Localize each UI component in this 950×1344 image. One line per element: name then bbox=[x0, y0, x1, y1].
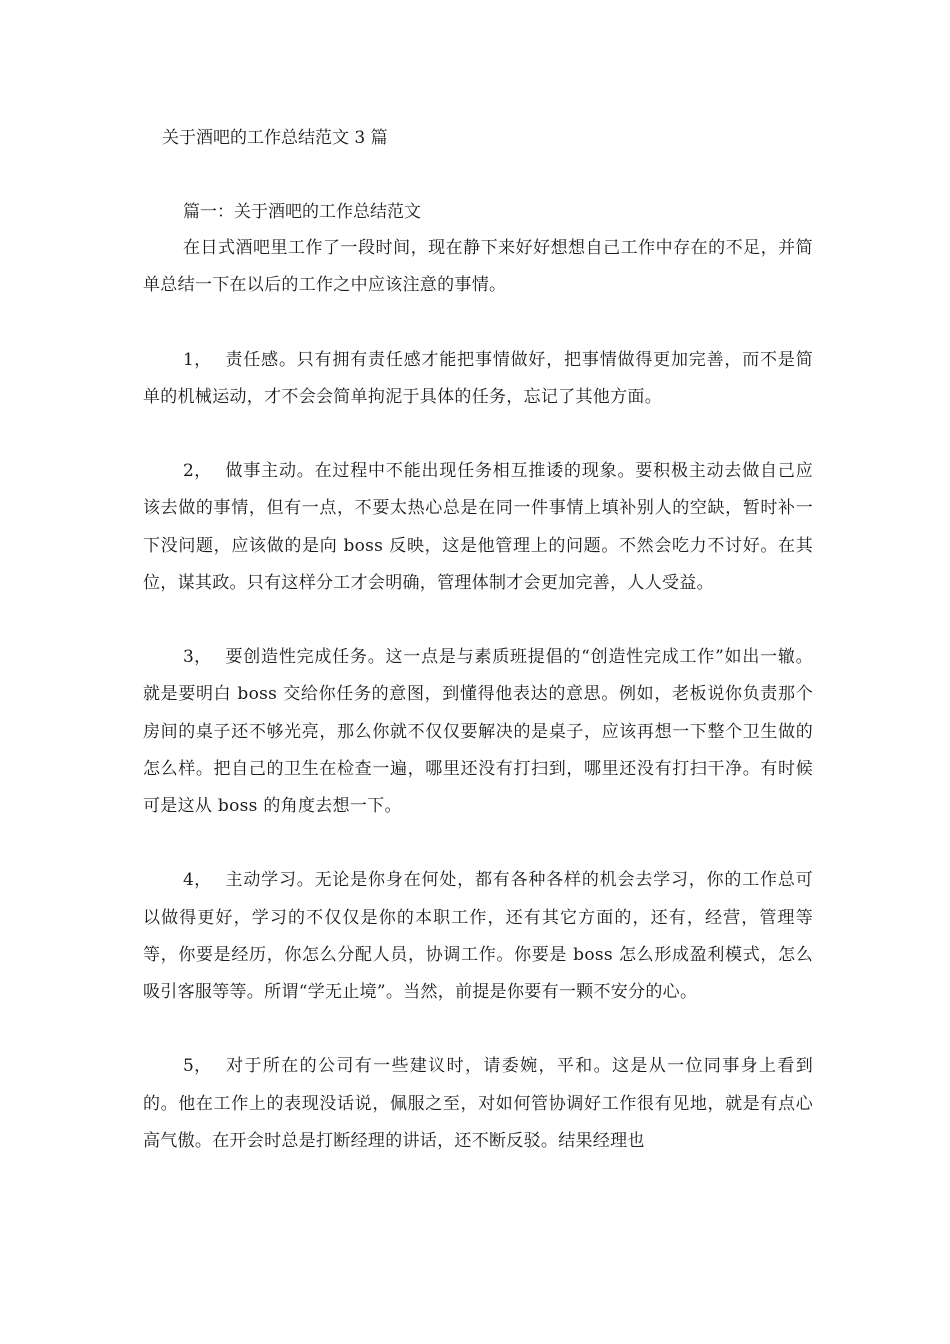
article-body bbox=[143, 199, 813, 1160]
item-number: 3， bbox=[183, 647, 212, 668]
item-number: 4， bbox=[183, 870, 212, 891]
list-item bbox=[143, 453, 813, 602]
list-item bbox=[143, 639, 813, 825]
list-item bbox=[143, 342, 813, 416]
item-text: 做事主动。在过程中不能出现任务相互推诿的现象。要积极主动去做自己应该去做的事情，但有一点，不要太热心总是在同一件事情上填补别人的空缺，暂时补一下没问题，应该做的是向 boss 反映，这是他管理上的问题。不然会吃力不讨好。在其位，谋其政。只有这样分工才会明确，管理体制才会更加完善，人人受益。 bbox=[143, 461, 813, 593]
item-text: 主动学习。无论是你身在何处，都有各种各样的机会去学习，你的工作总可以做得更好，学习的不仅仅是你的本职工作，还有其它方面的，还有，经营，管理等等，你要是经历，你怎么分配人员，协调工作。你要是 boss 怎么形成盈利模式，怎么吸引客服等等。所谓“学无止境”。当然，前提是你要有一颗不安分的心。 bbox=[143, 870, 813, 1002]
item-number: 2， bbox=[183, 461, 212, 482]
item-number: 1， bbox=[183, 349, 212, 370]
intro-paragraph: 在日式酒吧里工作了一段时间，现在静下来好好想想自己工作中存在的不足，并简单总结一下在以后的工作之中应该注意的事情。 bbox=[143, 238, 813, 296]
item-text: 责任感。只有拥有责任感才能把事情做好，把事情做得更加完善，而不是简单的机械运动，才不会会简单拘泥于具体的任务，忘记了其他方面。 bbox=[143, 349, 813, 407]
item-text: 要创造性完成任务。这一点是与素质班提倡的“创造性完成工作”如出一辙。就是要明白 boss 交给你任务的意图，到懂得他表达的意思。例如，老板说你负责那个房间的桌子还不够光亮，那么你就不仅仅要解决的是桌子，应该再想一下整个卫生做的怎么样。把自己的卫生在检查一遍，哪里还没有打扫到，哪里还没有打扫干净。有时候可是这从 boss 的角度去想一下。 bbox=[143, 647, 813, 816]
item-number: 5， bbox=[183, 1056, 212, 1077]
item-text: 对于所在的公司有一些建议时，请委婉，平和。这是从一位同事身上看到的。他在工作上的表现没话说，佩服之至，对如何管协调好工作很有见地，就是有点心高气傲。在开会时总是打断经理的讲话，还不断反驳。结果经理也 bbox=[143, 1056, 813, 1151]
list-item bbox=[143, 1048, 813, 1160]
list-item bbox=[143, 862, 813, 1011]
section-heading: 篇一：关于酒吧的工作总结范文 bbox=[183, 202, 421, 222]
document-title: 关于酒吧的工作总结范文 3 篇 bbox=[162, 128, 388, 148]
